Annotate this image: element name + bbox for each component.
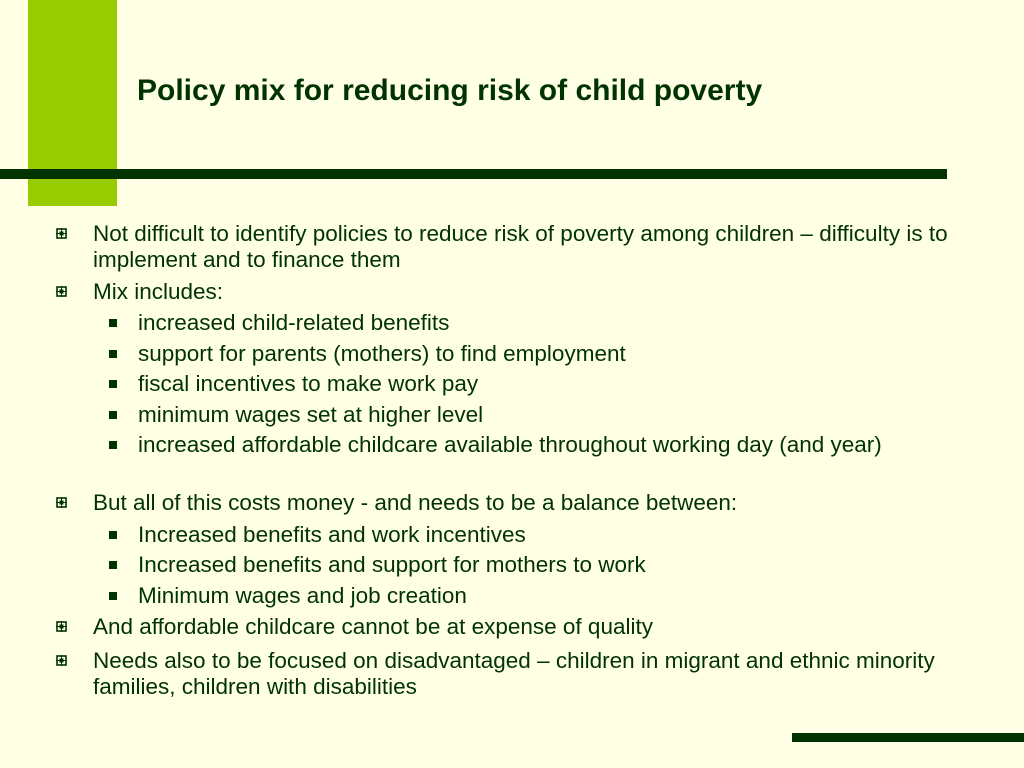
- bullet-item: [93, 221, 973, 273]
- bullet-item: [93, 490, 973, 516]
- filled-square-bullet-icon: [109, 350, 117, 358]
- bullet-text: fiscal incentives to make work pay: [138, 371, 479, 396]
- bullet-text: Increased benefits and support for mothers to work: [138, 552, 646, 577]
- filled-square-bullet-icon: [109, 411, 117, 419]
- hash-square-bullet-icon: [56, 621, 67, 632]
- bullet-text: Needs also to be focused on disadvantaged – children in migrant and ethnic minority families, children with disabilities: [93, 648, 935, 699]
- bullet-text: Increased benefits and work incentives: [138, 522, 526, 547]
- filled-square-bullet-icon: [109, 531, 117, 539]
- sub-bullet-item: [138, 371, 948, 397]
- filled-square-bullet-icon: [109, 319, 117, 327]
- bullet-text: But all of this costs money - and needs to be a balance between:: [93, 490, 738, 515]
- hash-square-bullet-icon: [56, 286, 67, 297]
- sub-bullet-item: [138, 402, 948, 428]
- sub-bullet-item: [138, 522, 948, 548]
- bullet-text: support for parents (mothers) to find employment: [138, 341, 626, 366]
- sub-bullet-item: [138, 583, 948, 609]
- bullet-text: Mix includes:: [93, 279, 224, 304]
- filled-square-bullet-icon: [109, 441, 117, 449]
- hash-square-bullet-icon: [56, 497, 67, 508]
- bullet-item: [93, 279, 973, 305]
- sub-bullet-item: [138, 341, 948, 367]
- hash-square-bullet-icon: [56, 655, 67, 666]
- filled-square-bullet-icon: [109, 380, 117, 388]
- bullet-item: [93, 614, 973, 640]
- slide-title: Policy mix for reducing risk of child poverty: [137, 74, 763, 107]
- footer-divider: [792, 733, 1024, 742]
- bullet-text: increased affordable childcare available throughout working day (and year): [138, 432, 882, 457]
- bullet-text: And affordable childcare cannot be at expense of quality: [93, 614, 653, 639]
- filled-square-bullet-icon: [109, 592, 117, 600]
- bullet-text: Minimum wages and job creation: [138, 583, 467, 608]
- title-divider: [0, 169, 947, 179]
- bullet-item: [93, 648, 973, 700]
- bullet-text: minimum wages set at higher level: [138, 402, 484, 427]
- sub-bullet-item: [138, 432, 948, 458]
- bullet-text: Not difficult to identify policies to reduce risk of poverty among children – difficulty is to implement and to finance them: [93, 221, 948, 272]
- bullet-text: increased child-related benefits: [138, 310, 450, 335]
- sub-bullet-item: [138, 310, 948, 336]
- sub-bullet-item: [138, 552, 948, 578]
- hash-square-bullet-icon: [56, 228, 67, 239]
- filled-square-bullet-icon: [109, 561, 117, 569]
